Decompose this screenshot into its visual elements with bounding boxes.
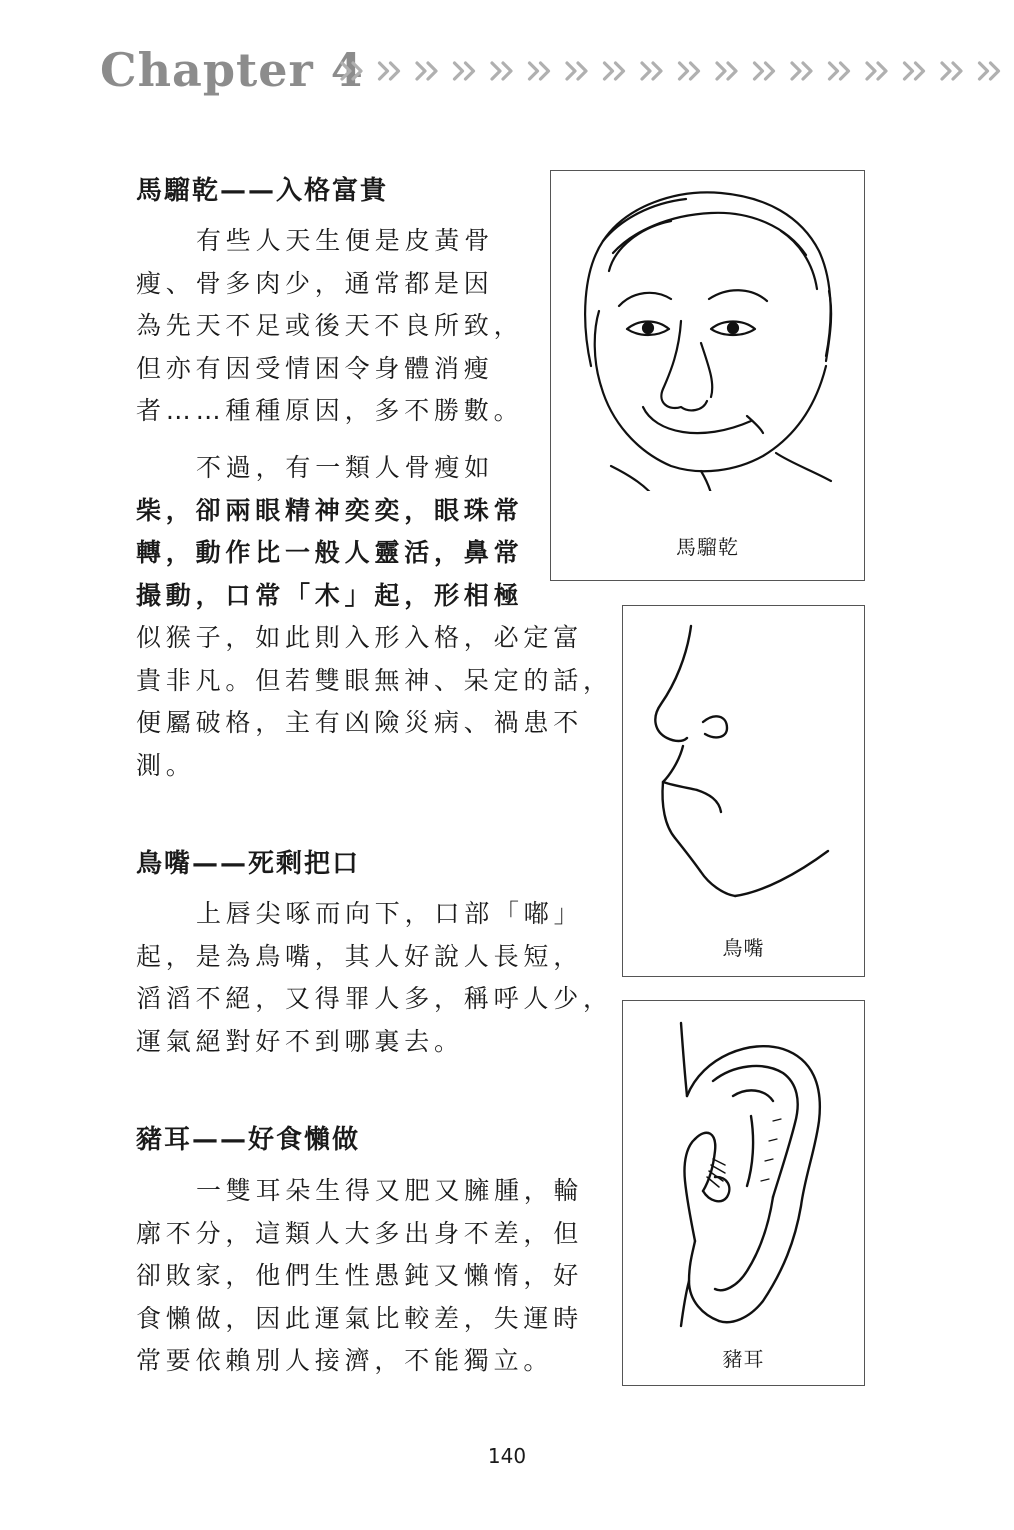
page-number: 140 bbox=[487, 1444, 527, 1468]
figure-caption-pig-ear: 豬耳 bbox=[722, 1347, 765, 1371]
figure-monkey-face bbox=[550, 170, 865, 581]
figure-pig-ear bbox=[622, 1000, 865, 1386]
figure-caption-monkey: 馬騮乾 bbox=[676, 535, 739, 559]
chapter-title: Chapter 4 bbox=[100, 43, 364, 97]
chapter-header bbox=[100, 40, 1014, 100]
section-title-monkey: 馬騮乾——入格富貴 bbox=[136, 176, 389, 206]
paragraph-monkey-1: 有些人天生便是皮黃骨 瘦、骨多肉少，通常都是因 為先天不足或後天不良所致， 但亦有因受情困令身體消瘦 者……種種原因，多不勝數。 bbox=[136, 226, 524, 425]
chevron-decoration-icon bbox=[338, 54, 1014, 88]
pig-ear-illustration-icon bbox=[623, 1001, 863, 1331]
paragraph-bird-mouth: 上唇尖啄而向下，口部「嘟」 起，是為鳥嘴，其人好說人長短， 滔滔不絕，又得罪人多，稱呼人少， 運氣絕對好不到哪裏去。 bbox=[136, 899, 613, 1056]
paragraph-pig-ear: 一雙耳朵生得又肥又臃腫，輪 廓不分，這類人大多出身不差，但 卻敗家，他們生性愚鈍又懶惰，好 食懶做，因此運氣比較差，失運時 常要依賴別人接濟，不能獨立。 bbox=[136, 1176, 584, 1375]
bird-mouth-profile-illustration-icon bbox=[623, 606, 863, 906]
monkey-face-illustration-icon bbox=[551, 171, 863, 491]
figure-caption-bird-mouth: 鳥嘴 bbox=[722, 936, 765, 960]
paragraph-monkey-2: 不過，有一類人骨瘦如 柴，卻兩眼精神奕奕，眼珠常 轉，動作比一般人靈活，鼻常 撮動，口常「木」起，形相極 似猴子，如此則入形入格，必定富 貴非凡。但若雙眼無神、呆定的話， 便屬破格，主有凶險災病、禍患不 測。 bbox=[136, 453, 613, 780]
section-title-bird-mouth: 鳥嘴——死剩把口 bbox=[136, 849, 361, 879]
figure-bird-mouth bbox=[622, 605, 865, 977]
section-title-pig-ear: 豬耳——好食懶做 bbox=[136, 1125, 361, 1155]
